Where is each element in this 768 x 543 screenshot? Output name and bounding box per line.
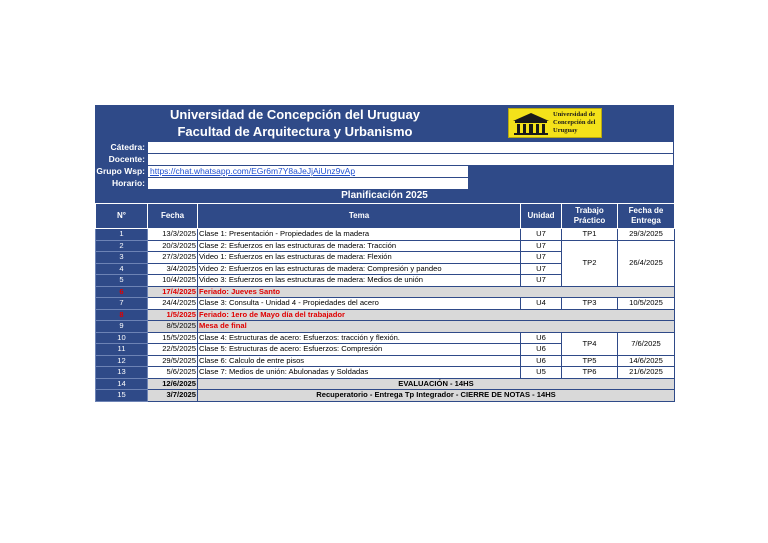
table-row-recovery: 15 3/7/2025 Recuperatorio - Entrega Tp Integrador - CIERRE DE NOTAS - 14HS — [96, 390, 675, 402]
grupo-value — [147, 165, 469, 177]
col-tema: Tema — [198, 204, 521, 229]
table-row: 3 27/3/2025 Video 1: Esfuerzos en las estructuras de madera: Flexión U7 — [96, 252, 675, 264]
catedra-value: Estructuras II — [147, 141, 674, 153]
info-docente — [95, 153, 674, 165]
col-tp: Trabajo Práctico — [562, 204, 618, 229]
docente-label: Docente: — [108, 154, 145, 164]
table-row: 7 24/4/2025 Clase 3: Consulta - Unidad 4 - Propiedades del acero U4 TP3 10/5/2025 — [96, 298, 675, 310]
schedule-table — [95, 203, 675, 402]
table-row: 13 5/6/2025 Clase 7: Medios de unión: Abulonadas y Soldadas U5 TP6 21/6/2025 — [96, 367, 675, 379]
info-catedra — [95, 141, 674, 153]
col-entrega: Fecha de Entrega — [618, 204, 675, 229]
info-grupo — [95, 165, 674, 177]
plan-title: Planificación 2025 — [95, 189, 674, 203]
university-title: Universidad de Concepción del Uruguay — [170, 107, 420, 122]
building-icon — [512, 112, 550, 136]
university-logo — [508, 108, 602, 138]
table-row-evaluation: 14 12/6/2025 EVALUACIÓN - 14HS — [96, 378, 675, 390]
table-row-holiday: 8 1/5/2025 Feriado: 1ero de Mayo día del trabajador — [96, 309, 675, 321]
table-row: 10 15/5/2025 Clase 4: Estructuras de acero: Esfuerzos: tracción y flexión. U6 TP4 7/6/2025 — [96, 332, 675, 344]
planning-sheet — [95, 105, 674, 402]
docente-value: Ing. Kammermann, M. Agustina — [147, 153, 674, 165]
info-horario — [95, 177, 674, 189]
table-row: 12 29/5/2025 Clase 6: Calculo de entre pisos U6 TP5 14/6/2025 — [96, 355, 675, 367]
horario-value: Jueves de 15 a 17hs — [147, 177, 469, 189]
table-header-row — [96, 204, 675, 229]
whatsapp-group-link[interactable]: https://chat.whatsapp.com/EGr6m7Y8aJeJjAiUnz9vAp — [150, 166, 356, 176]
col-n: N° — [96, 204, 148, 229]
table-row: 1 13/3/2025 Clase 1: Presentación - Propiedades de la madera U7 TP1 29/3/2025 — [96, 229, 675, 241]
logo-text: Universidad de Concepción del Uruguay — [553, 111, 596, 134]
col-fecha: Fecha — [148, 204, 198, 229]
table-row: 5 10/4/2025 Video 3: Esfuerzos en las estructuras de madera: Medios de unión U7 — [96, 275, 675, 287]
table-row: 11 22/5/2025 Clase 5: Estructuras de acero: Esfuerzos: Compresión U6 — [96, 344, 675, 356]
faculty-title: Facultad de Arquitectura y Urbanismo — [177, 124, 413, 139]
table-row-exam: 9 8/5/2025 Mesa de final — [96, 321, 675, 333]
table-row: 4 3/4/2025 Video 2: Esfuerzos en las estructuras de madera: Compresión y pandeo U7 — [96, 263, 675, 275]
table-row: 2 20/3/2025 Clase 2: Esfuerzos en las estructuras de madera: Tracción U7 TP2 26/4/2025 — [96, 240, 675, 252]
grupo-label: Grupo Wsp: — [96, 166, 145, 176]
table-row-holiday: 6 17/4/2025 Feriado: Jueves Santo — [96, 286, 675, 298]
horario-label: Horario: — [111, 178, 145, 188]
col-unidad: Unidad — [521, 204, 562, 229]
catedra-label: Cátedra: — [110, 142, 145, 152]
header-banner — [95, 105, 674, 141]
